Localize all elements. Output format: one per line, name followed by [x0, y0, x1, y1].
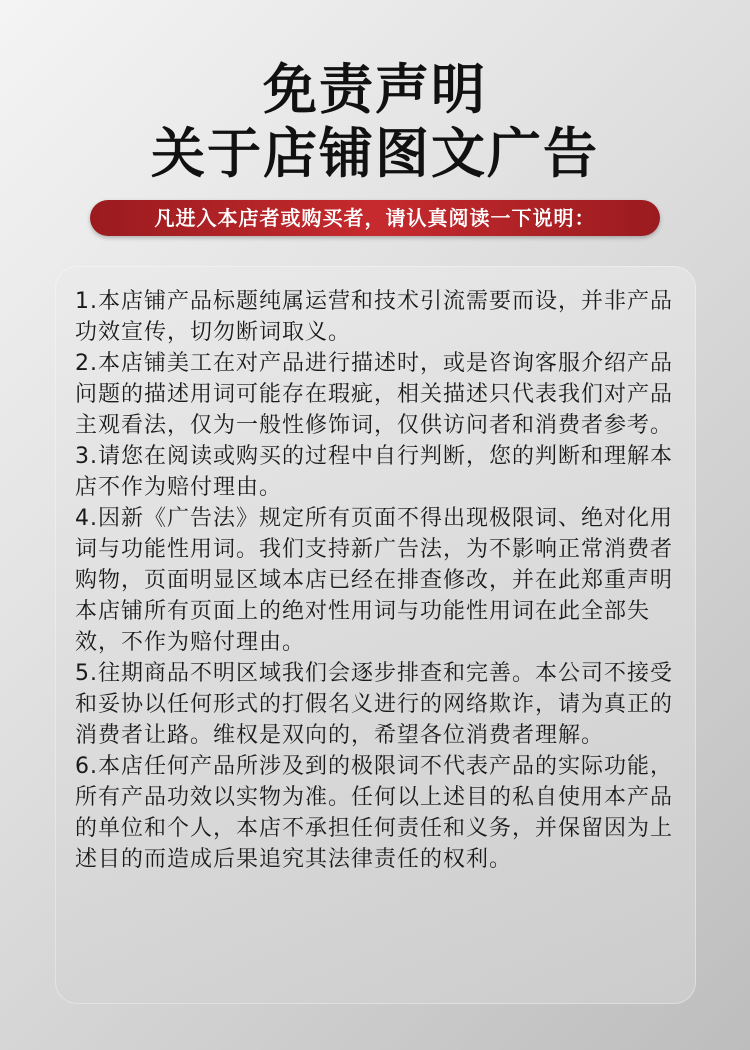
disclaimer-item-6: 6.本店任何产品所涉及到的极限词不代表产品的实际功能，所有产品功效以实物为准。任何以上述目的私自使用本产品的单位和个人，本店不承担任何责任和义务，并保留因为上述目的而造成后果追究其法律责任的权利。	[75, 754, 674, 872]
page-title: 免责声明	[263, 58, 487, 121]
disclaimer-item-1: 1.本店铺产品标题纯属运营和技术引流需要而设，并非产品功效宣传，切勿断词取义。	[75, 289, 673, 345]
disclaimer-item-3: 3.请您在阅读或购买的过程中自行判断，您的判断和理解本店不作为赔付理由。	[75, 444, 673, 500]
page-subtitle: 关于店铺图文广告	[151, 122, 599, 185]
notice-banner: 凡进入本店者或购买者，请认真阅读一下说明：	[90, 200, 660, 236]
title-block	[0, 58, 750, 186]
disclaimer-item-2: 2.本店铺美工在对产品进行描述时，或是咨询客服介绍产品问题的描述用词可能存在瑕疵，相关描述只代表我们对产品主观看法，仅为一般性修饰词，仅供访问者和消费者参考。	[75, 351, 674, 438]
disclaimer-item-4: 4.因新《广告法》规定所有页面不得出现极限词、绝对化用词与功能性用词。我们支持新广告法，为不影响正常消费者购物，页面明显区域本店已经在排查修改，并在此郑重声明本店铺所有页面上的绝对性用词与功能性用词在此全部失效，不作为赔付理由。	[75, 506, 674, 655]
disclaimer-list	[75, 286, 675, 875]
disclaimer-item-5: 5.往期商品不明区域我们会逐步排查和完善。本公司不接受和妥协以任何形式的打假名义进行的网络欺诈，请为真正的消费者让路。维权是双向的，希望各位消费者理解。	[75, 661, 674, 748]
disclaimer-panel	[55, 266, 696, 1004]
